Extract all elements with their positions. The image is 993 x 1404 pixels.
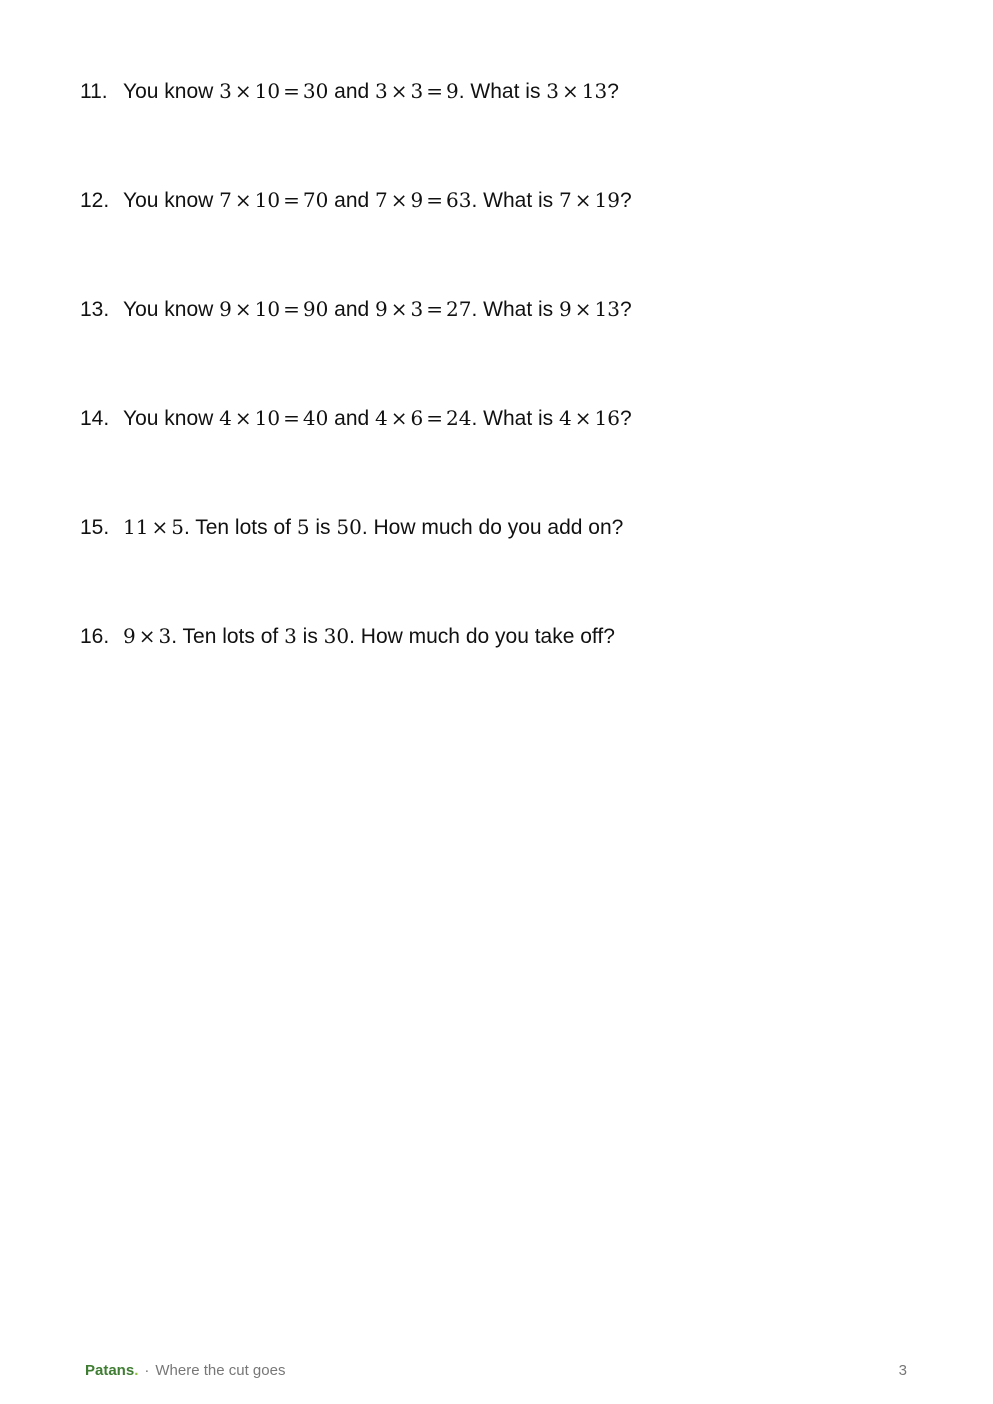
- footer-separator: ·: [144, 1362, 150, 1379]
- math-expression: 9 × 10 = 90: [219, 297, 329, 321]
- math-expression: 9 × 3: [123, 624, 172, 648]
- page-footer: [85, 1362, 907, 1382]
- question-text: . Ten lots of: [183, 516, 297, 539]
- question-text: and: [328, 407, 376, 430]
- question-15: [80, 514, 623, 541]
- math-expression: 7 × 10 = 70: [219, 188, 329, 212]
- question-text: You know: [123, 298, 220, 321]
- math-expression: 9 × 13: [559, 297, 620, 321]
- question-14: [80, 405, 632, 432]
- math-expression: 3 × 3 = 9: [375, 79, 459, 103]
- math-expression: 3: [284, 624, 297, 648]
- question-text: You know: [123, 407, 220, 430]
- question-text: . How much do you take off?: [349, 625, 615, 648]
- math-expression: 3 × 10 = 30: [219, 79, 329, 103]
- footer-subtitle: Where the cut goes: [155, 1362, 286, 1379]
- brand-dot: .: [134, 1362, 139, 1379]
- question-text: is: [296, 625, 324, 648]
- question-16: [80, 623, 615, 650]
- math-expression: 7 × 19: [559, 188, 620, 212]
- math-expression: 30: [323, 624, 350, 648]
- math-expression: 5: [296, 515, 310, 539]
- question-number: 16.: [80, 625, 110, 648]
- question-number: 14.: [80, 407, 110, 430]
- question-text: and: [328, 189, 376, 212]
- question-number: 11.: [80, 80, 108, 103]
- question-number: 15.: [80, 516, 110, 539]
- brand-logo: Patans: [85, 1362, 135, 1379]
- math-expression: 7 × 9 = 63: [375, 188, 472, 212]
- math-expression: 11 × 5: [123, 515, 184, 539]
- math-expression: 3 × 13: [546, 79, 608, 103]
- question-text: You know: [123, 80, 220, 103]
- question-text: is: [309, 516, 337, 539]
- question-number: 12.: [80, 189, 110, 212]
- question-text: and: [328, 80, 376, 103]
- question-13: [80, 296, 632, 323]
- math-expression: 4 × 16: [559, 406, 620, 430]
- question-text: ?: [607, 80, 619, 103]
- question-text: ?: [619, 298, 632, 321]
- question-text: . What is: [471, 189, 560, 212]
- math-expression: 4 × 6 = 24: [375, 406, 472, 430]
- question-text: You know: [123, 189, 220, 212]
- question-text: . What is: [458, 80, 547, 103]
- question-11: [80, 78, 619, 105]
- question-number: 13.: [80, 298, 110, 321]
- math-expression: 9 × 3 = 27: [375, 297, 472, 321]
- question-text: . Ten lots of: [171, 625, 285, 648]
- question-text: and: [328, 298, 376, 321]
- question-text: ?: [619, 189, 632, 212]
- question-text: . What is: [471, 298, 560, 321]
- page-number: 3: [898, 1362, 907, 1379]
- question-text: . How much do you add on?: [361, 516, 624, 539]
- question-text: . What is: [471, 407, 560, 430]
- question-text: ?: [619, 407, 632, 430]
- math-expression: 50: [336, 515, 362, 539]
- math-expression: 4 × 10 = 40: [219, 406, 329, 430]
- question-12: [80, 187, 632, 214]
